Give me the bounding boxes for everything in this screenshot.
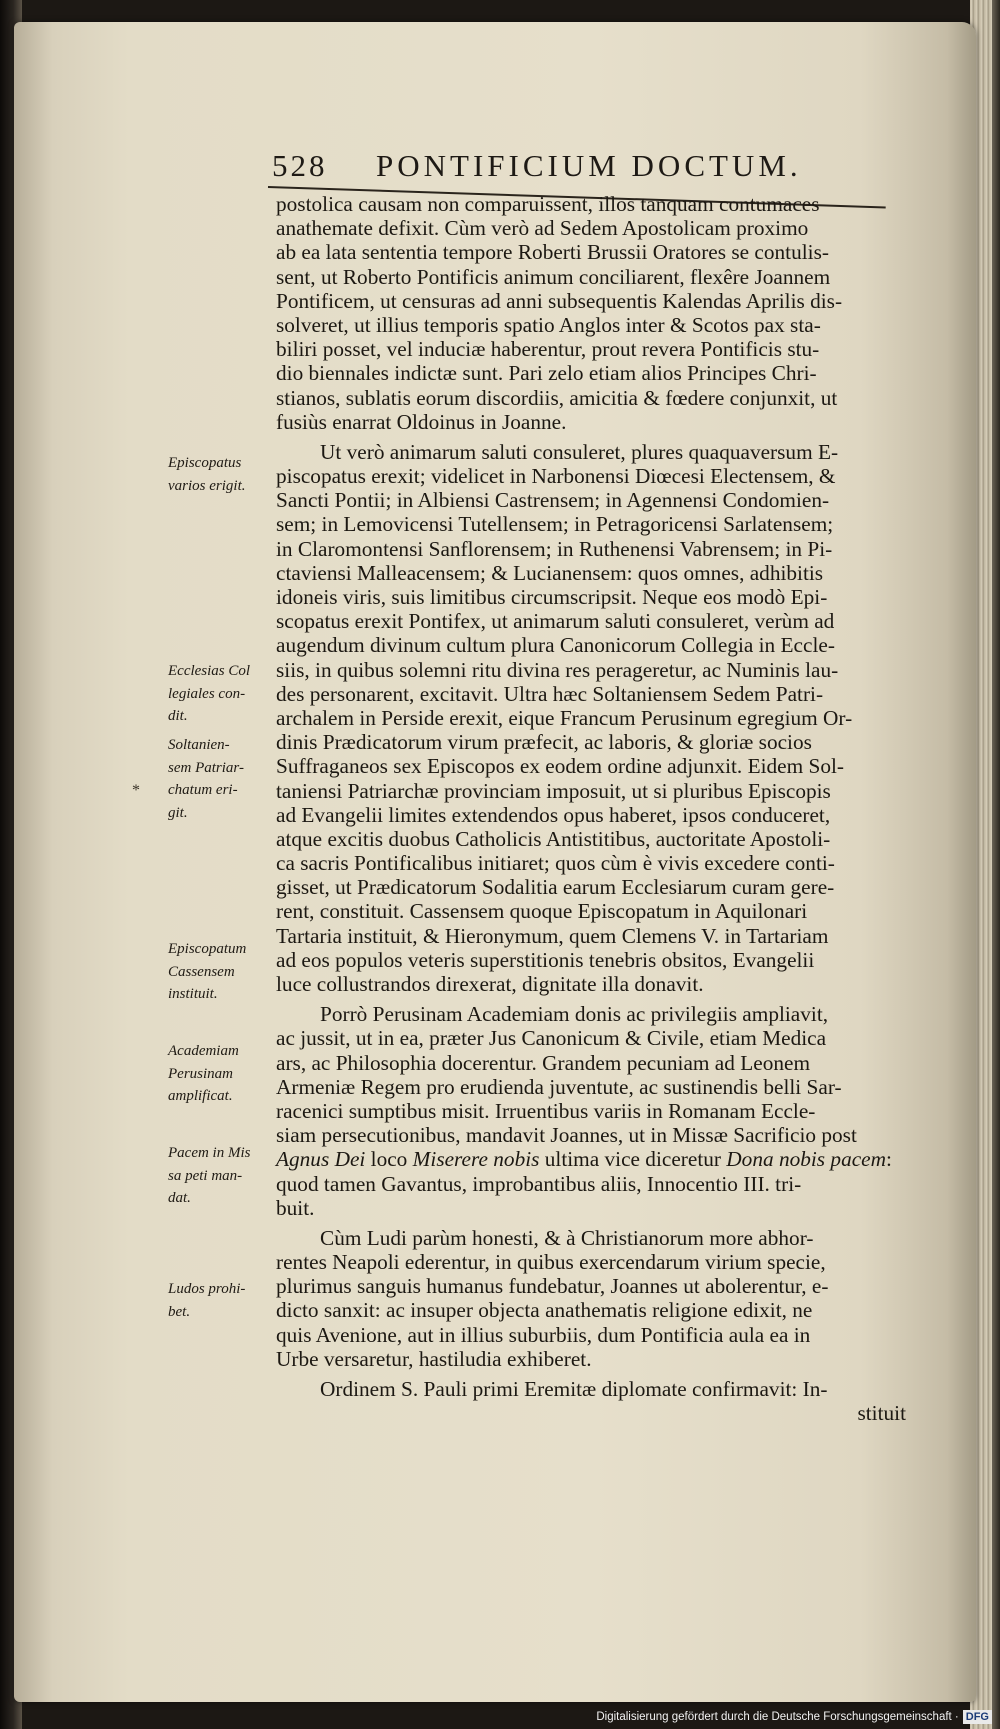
text-line: rentes Neapoli ederentur, in quibus exercendarum virium specie,: [276, 1250, 826, 1275]
margin-note-academiam: Academiam Perusinam amplificat.: [168, 1043, 239, 1104]
text-line: solveret, ut illius temporis spatio Anglos inter & Scotos pax sta-: [276, 312, 821, 337]
text-line: idoneis viris, suis limitibus circumscripsit. Neque eos modò Epi-: [276, 585, 828, 609]
text-line: Tartaria instituit, & Hieronymum, quem Clemens V. in Tartariam: [276, 923, 829, 948]
text-line: Sancti Pontii; in Albiensi Castrensem; in Agennensi Condomien-: [276, 488, 830, 513]
text-line: Suffraganeos sex Episcopos ex eodem ordine adjunxit. Eidem Sol-: [276, 754, 844, 779]
page-number: 528: [272, 148, 328, 183]
text-line: archalem in Perside erexit, eique Francum Perusinum egregium Or-: [276, 705, 853, 730]
footer-credit-text: Digitalisierung gefördert durch die Deutsche Forschungsgemeinschaft ·: [596, 1711, 959, 1723]
text-line: sem; in Lemovicensi Tutellensem; in Petragoricensi Sarlatensem;: [276, 512, 834, 537]
text-line: Porrò Perusinam Academiam donis ac privilegiis ampliavit,: [320, 1002, 829, 1027]
text-line: Pontificem, ut censuras ad anni subsequentis Kalendas Aprilis dis-: [276, 288, 843, 313]
running-head: [260, 148, 900, 188]
text-line: gisset, ut Prædicatorum Sodalitia earum Ecclesiarum curam gere-: [276, 875, 835, 900]
margin-note-soltaniensem: Soltanien- sem Patriar- chatum eri- git.: [168, 737, 244, 821]
text-line: siis, in quibus solemni ritu divina res perageretur, ac Numinis lau-: [276, 657, 839, 682]
text-line: in Claromontensi Sanflorensem; in Ruthenensi Vabrensem; in Pi-: [276, 536, 833, 561]
text-line: racenici sumptibus misit. Irruentibus variis in Romanam Eccle-: [276, 1098, 816, 1123]
text-line: ad Evangelii limites extendendos opus haberet, ipsos conduceret,: [276, 802, 831, 827]
text-line: stianos, sublatis eorum discordiis, amicitia & fœdere conjunxit, ut: [276, 385, 838, 410]
margin-note-ecclesias: Ecclesias Col legiales con- dit.: [168, 663, 251, 724]
text-line: luce collustrandos direxerat, dignitate illa donavit.: [276, 972, 704, 996]
text-line: ctaviensi Malleacensem; & Lucianensem: quos omnes, adhibitis: [276, 560, 824, 585]
body-text: [276, 192, 906, 1425]
text-line: biliri posset, vel induciæ haberentur, prout revera Pontificis stu-: [276, 337, 820, 362]
text-line: des personarent, excitavit. Ultra hæc Soltaniensem Sedem Patri-: [276, 681, 824, 706]
text-line: dinis Prædicatorum virum præfecit, ac laboris, & gloriæ socios: [276, 730, 812, 755]
margin-note-cassensem: Episcopatum Cassensem instituit.: [168, 941, 247, 1002]
text-line: buit.: [276, 1195, 315, 1220]
text-line: Cùm Ludi parùm honesti, & à Christianorum more abhor-: [320, 1225, 814, 1250]
text-line: rent, constituit. Cassensem quoque Episcopatum in Aquilonari: [276, 899, 808, 924]
text-line: stituit: [857, 1401, 906, 1426]
margin-note-pacem: Pacem in Mis sa peti man- dat.: [168, 1145, 251, 1206]
text-line: siam persecutionibus, mandavit Joannes, ut in Missæ Sacrificio post: [276, 1123, 857, 1148]
running-title: PONTIFICIUM DOCTUM.: [376, 148, 802, 183]
text-line: Ut verò animarum saluti consuleret, plures quaquaversum E-: [320, 439, 839, 464]
footer-credit: [596, 1707, 992, 1727]
text-line: ca sacris Pontificalibus initiaret; quos cùm è vivis excedere conti-: [276, 851, 835, 876]
text-line: quis Avenione, aut in illius suburbiis, dum Pontificia aula ea in: [276, 1322, 811, 1347]
text-line: quod tamen Gavantus, improbantibus aliis, Innocentio III. tri-: [276, 1171, 802, 1196]
text-line: ac jussit, ut in ea, præter Jus Canonicum & Civile, etiam Medica: [276, 1026, 827, 1051]
margin-mark: *: [132, 782, 140, 799]
text-line: Ordinem S. Pauli primi Eremitæ diplomate confirmavit: In-: [320, 1377, 828, 1401]
text-line: fusiùs enarrat Oldoinus in Joanne.: [276, 409, 567, 434]
text-line: ab ea lata sententia tempore Roberti Brussii Oratores se contulis-: [276, 240, 829, 265]
text-line: atque excitis duobus Catholicis Antistitibus, auctoritate Apostoli-: [276, 826, 831, 851]
text-line: anathemate defixit. Cùm verò ad Sedem Apostolicam proximo: [276, 216, 809, 241]
text-line: postolica causam non comparuissent, illos tanquam contumaces: [276, 192, 820, 216]
text-line: augendum divinum cultum plura Canonicorum Collegia in Eccle-: [276, 633, 835, 658]
dfg-logo: DFG: [963, 1710, 992, 1724]
text-line: ad eos populos veteris superstitionis tenebris obsitos, Evangelii: [276, 947, 815, 972]
text-line: sent, ut Roberto Pontificis animum conciliarent, flexêre Joannem: [276, 264, 831, 289]
text-line: dio biennales indictæ sunt. Pari zelo etiam alios Principes Chri-: [276, 361, 817, 386]
text-line: ars, ac Philosophia docerentur. Grandem pecuniam ad Leonem: [276, 1050, 811, 1075]
text-line: dicto sanxit: ac insuper objecta anathematis religione edixit, ne: [276, 1298, 813, 1323]
margin-note-episcopatus: Episcopatus varios erigit.: [168, 455, 246, 494]
text-line: taniensi Patriarchæ provinciam imposuit, ut si pluribus Episcopis: [276, 778, 831, 803]
text-line: piscopatus erexit; videlicet in Narbonensi Diœcesi Electensem, &: [276, 464, 836, 489]
text-line: scopatus erexit Pontifex, ut animarum saluti consuleret, verùm ad: [276, 609, 835, 634]
margin-note-ludos: Ludos prohi- bet.: [168, 1281, 246, 1320]
text-line: Armeniæ Regem pro erudienda juventute, ac sustinendis belli Sar-: [276, 1074, 842, 1099]
text-line: Agnus Dei loco Miserere nobis ultima vice diceretur Dona nobis pacem:: [276, 1147, 892, 1172]
text-line: Urbe versaretur, hastiludia exhiberet.: [276, 1346, 592, 1371]
text-line: plurimus sanguis humanus fundebatur, Joannes ut abolerentur, e-: [276, 1274, 829, 1299]
